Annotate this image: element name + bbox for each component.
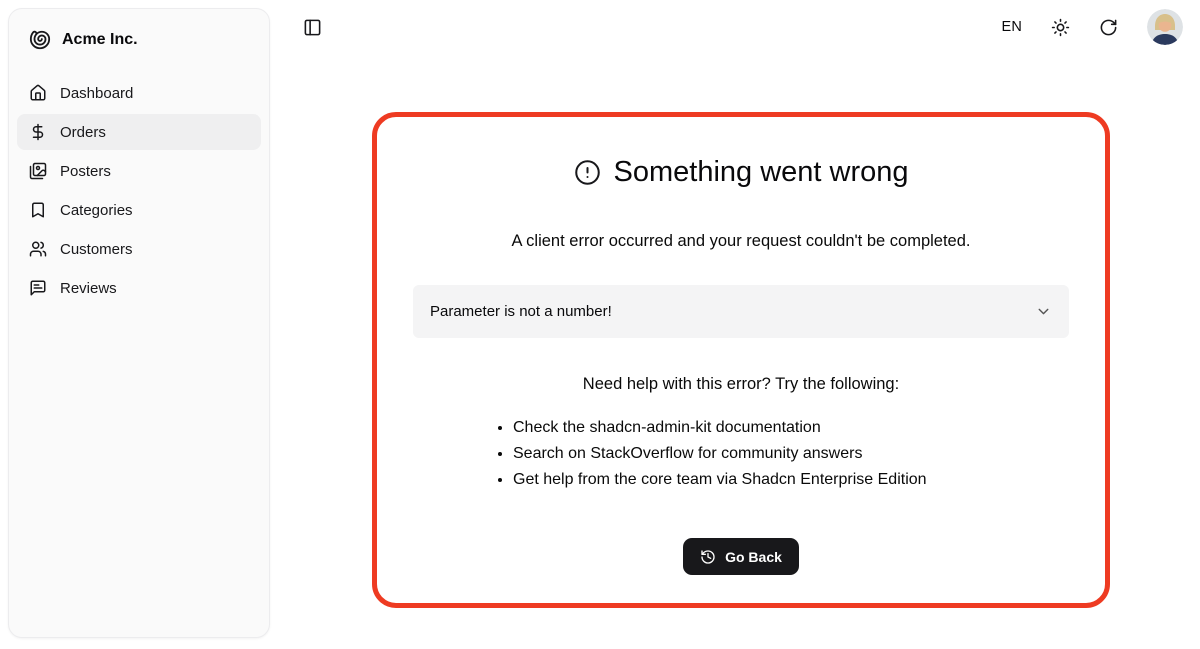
help-suggestion-list	[491, 415, 991, 493]
sidebar-item-customers[interactable]	[17, 231, 261, 267]
sidebar-item-label: Posters	[60, 162, 111, 180]
users-icon	[29, 240, 47, 258]
sidebar-toggle-button[interactable]	[303, 18, 322, 37]
images-icon	[29, 162, 47, 180]
sidebar-item-label: Categories	[60, 201, 133, 219]
help-heading: Need help with this error? Try the following:	[582, 375, 900, 393]
error-description: A client error occurred and your request couldn't be completed.	[511, 232, 971, 250]
error-details-accordion[interactable]	[413, 285, 1069, 338]
brand-name: Acme Inc.	[62, 31, 138, 48]
brand	[17, 23, 261, 59]
help-suggestion: • Get help from the core team via Shadcn Enterprise Edition	[513, 467, 991, 493]
sidebar-item-label: Dashboard	[60, 84, 134, 102]
error-title-text: Something went wrong	[613, 156, 909, 188]
help-suggestion: • Search on StackOverflow for community answers	[513, 441, 991, 467]
go-back-button[interactable]	[683, 538, 799, 575]
panel-left-icon	[303, 18, 322, 37]
theme-toggle-button[interactable]	[1051, 18, 1070, 37]
message-square-icon	[29, 279, 47, 297]
sidebar-item-label: Customers	[60, 240, 133, 258]
chevron-down-icon	[1035, 303, 1052, 320]
dollar-sign-icon	[29, 123, 47, 141]
alert-circle-icon	[574, 159, 601, 186]
history-icon	[700, 549, 716, 565]
sidebar-item-label: Orders	[60, 123, 106, 141]
error-message: Parameter is not a number!	[430, 303, 612, 320]
refresh-icon	[1099, 18, 1118, 37]
bookmark-icon	[29, 201, 47, 219]
sidebar-item-label: Reviews	[60, 279, 117, 297]
language-button[interactable]: EN	[1001, 19, 1022, 35]
go-back-label: Go Back	[725, 548, 782, 565]
sidebar-item-dashboard[interactable]	[17, 75, 261, 111]
sidebar-item-reviews[interactable]	[17, 270, 261, 306]
spiral-logo-icon	[29, 29, 51, 51]
sidebar-nav	[17, 75, 261, 306]
help-suggestion: • Check the shadcn-admin-kit documentation	[513, 415, 991, 441]
error-card	[372, 112, 1110, 608]
user-avatar[interactable]	[1147, 9, 1183, 45]
sidebar-item-posters[interactable]	[17, 153, 261, 189]
topbar-actions	[1001, 9, 1183, 45]
house-icon	[29, 84, 47, 102]
sidebar-item-categories[interactable]	[17, 192, 261, 228]
topbar	[270, 0, 1200, 54]
refresh-button[interactable]	[1099, 18, 1118, 37]
sidebar	[8, 8, 270, 638]
error-title	[413, 156, 1069, 189]
sidebar-item-orders[interactable]	[17, 114, 261, 150]
sun-icon	[1051, 18, 1070, 37]
